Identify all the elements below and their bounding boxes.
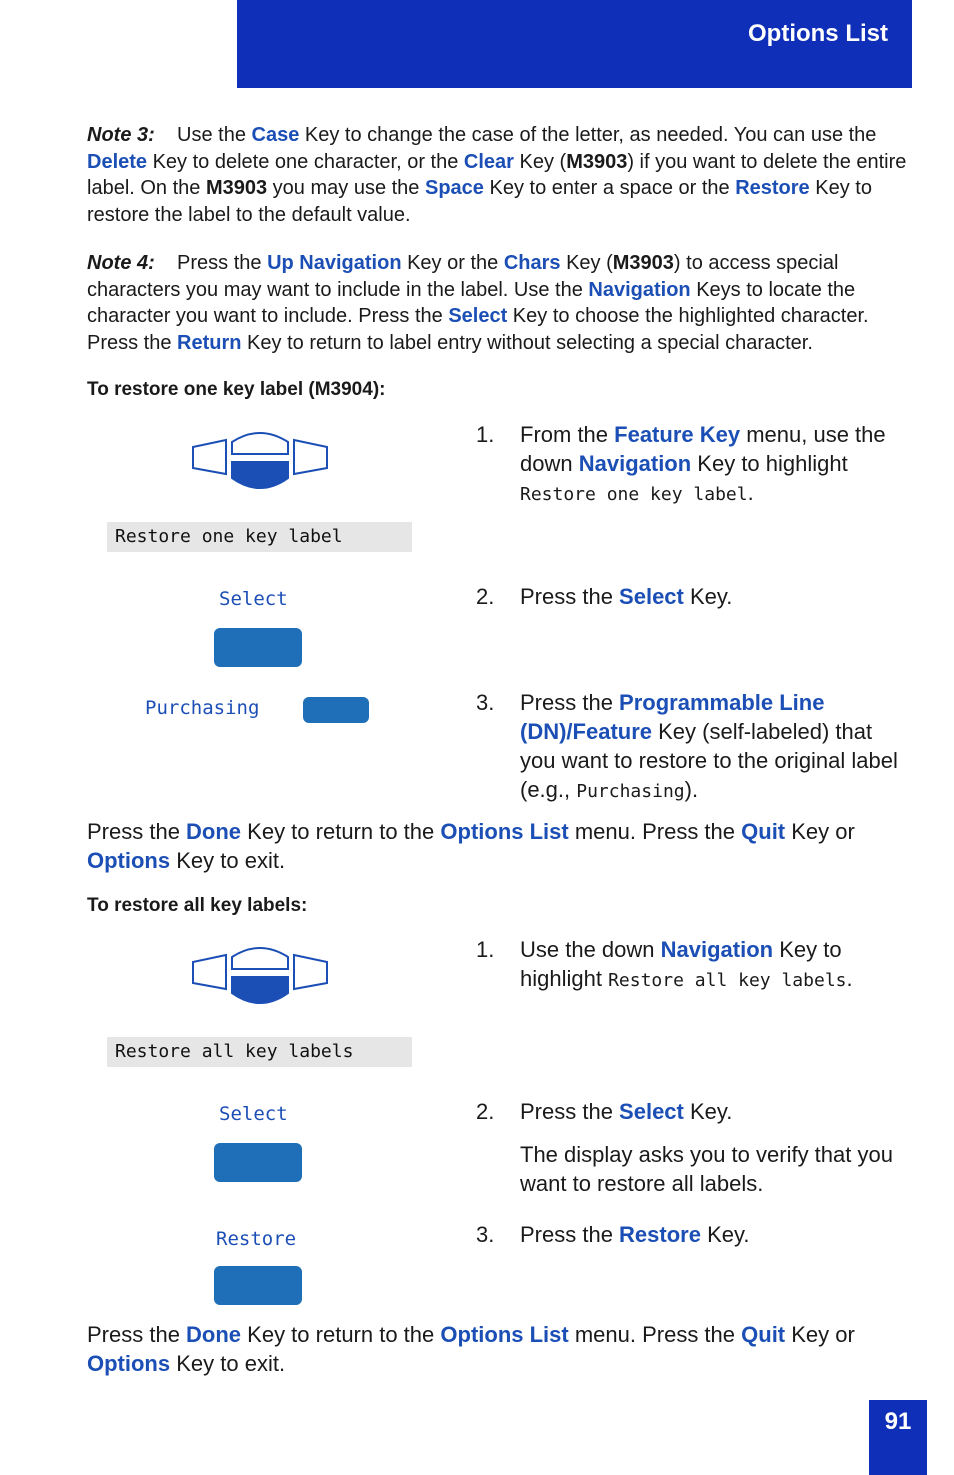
keyword-delete: Delete [87,150,148,173]
text: menu. Press the [568,819,742,844]
step-number: 2. [476,584,495,609]
text: Key or the [401,252,504,274]
keyword-return: Return [177,331,242,354]
keyword-options: Options [87,1351,171,1376]
text: Press the [520,690,620,715]
keyword-select: Select [619,1099,684,1124]
display-text: Restore all key labels [608,970,847,991]
navigation-key-down-icon [190,428,330,492]
section-2-heading: To restore all key labels: [87,895,308,916]
section-1-heading: To restore one key label (M3904): [87,379,386,400]
text: Press the [520,1099,620,1124]
keyword-navigation: Navigation [588,278,691,301]
text: menu. Press the [568,1322,742,1347]
step-note: The display asks you to verify that you want to restore all labels. [520,1142,893,1196]
text: Key. [683,584,733,609]
note-3-label: Note 3: [87,124,155,146]
page-header-title: Options List [748,20,888,47]
restore-softkey[interactable] [214,1266,302,1305]
text: ) if you want to delete the entire label. On the [87,150,907,199]
select-softkey[interactable] [214,1143,302,1182]
text: Key to delete one character, or the [147,150,464,173]
keyword-space: Space [425,177,484,199]
select-softkey[interactable] [214,628,302,667]
softkey-label-select: Select [219,588,288,610]
keyword-restore: Restore [619,1222,701,1247]
section-1-exit-instruction [87,817,912,875]
text: Press the [87,1322,187,1347]
text: Key to exit. [170,1351,286,1376]
display-restore-one-key-label: Restore one key label [107,522,412,552]
keyword-navigation: Navigation [578,451,692,476]
text: you may use the [267,177,425,199]
section-2-exit-instruction [87,1320,912,1378]
step-number: 2. [476,1099,495,1124]
note-4 [87,250,912,356]
display-restore-all-key-labels: Restore all key labels [107,1037,412,1067]
text: Key. [700,1222,750,1247]
text: Key to return to label entry without selecting a special character. [241,331,813,354]
note-3 [87,122,912,228]
model-m3903: M3903 [566,150,628,173]
text: Use the [177,124,252,146]
section-1-step-1 [476,420,912,510]
keyword-quit: Quit [741,819,786,844]
text: Press the [177,252,268,274]
keyword-done: Done [186,819,242,844]
text: . [846,966,853,991]
text: From the [520,422,615,447]
keyword-select: Select [448,305,508,327]
text: Press the [520,1222,620,1247]
keyword-select: Select [619,584,684,609]
note-4-label: Note 4: [87,252,155,274]
navigation-key-down-icon [190,943,330,1007]
keyword-up-navigation: Up Navigation [267,252,402,274]
model-m3903: M3903 [205,177,268,199]
text: Key or [785,1322,855,1347]
keyword-programmable-line-feature: Programmable Line (DN)/Feature [520,690,825,744]
programmable-line-key[interactable] [303,697,369,723]
keyword-done: Done [186,1322,242,1347]
keyword-navigation: Navigation [660,937,774,962]
text: Key (self-labeled) that you want to restore to the original label (e.g., [520,719,898,802]
keyword-quit: Quit [741,1322,786,1347]
step-number: 1. [476,937,495,962]
text: Key to choose the highlighted character. Press the [87,305,869,354]
text: Key to highlight [691,451,848,476]
step-number: 3. [476,690,495,715]
text: menu, use the down [520,422,886,476]
section-2-step-1 [476,935,912,995]
keyword-case: Case [251,124,300,146]
section-2-step-2 [476,1097,912,1197]
text: Press the [520,584,620,609]
text: Key to enter a space or the [483,177,736,199]
page-number: 91 [884,1408,912,1435]
keyword-options: Options [87,848,171,873]
model-m3903: M3903 [612,252,674,274]
keyword-options-list: Options List [440,819,569,844]
text: Key or [785,819,855,844]
keyword-options-list: Options List [440,1322,569,1347]
text: . [747,480,754,505]
step-number: 3. [476,1222,495,1247]
text: Key to return to the [241,819,441,844]
softkey-label-select: Select [219,1103,288,1125]
keyword-chars: Chars [503,252,561,274]
text: Key to change the case of the letter, as needed. You can use the [299,124,877,146]
text: Key ( [560,252,613,274]
text: Key to highlight [520,937,842,991]
text: ). [684,777,699,802]
text: Key to exit. [170,848,286,873]
keyword-clear: Clear [463,150,514,173]
page-number-box [869,1400,927,1475]
softkey-label-restore: Restore [216,1228,297,1250]
text: Key to return to the [241,1322,441,1347]
section-2-step-3 [476,1220,912,1250]
step-number: 1. [476,422,495,447]
text: Use the down [520,937,661,962]
text: Press the [87,819,187,844]
text: ) to access special characters you may want to include in the label. Use the [87,252,839,301]
page-header-bar [237,0,912,88]
section-1-step-3 [476,688,912,808]
keyword-restore: Restore [735,177,810,199]
programmable-key-label-purchasing: Purchasing [145,697,260,719]
text: Key. [683,1099,733,1124]
text: Key ( [513,150,567,173]
keyword-feature-key: Feature Key [614,422,741,447]
display-text: Restore one key label [520,484,748,505]
text: Keys to locate the character you want to include. Press the [87,278,856,327]
section-1-step-2 [476,582,912,612]
display-text: Purchasing [576,781,685,802]
text: Key to restore the label to the default value. [87,177,872,226]
